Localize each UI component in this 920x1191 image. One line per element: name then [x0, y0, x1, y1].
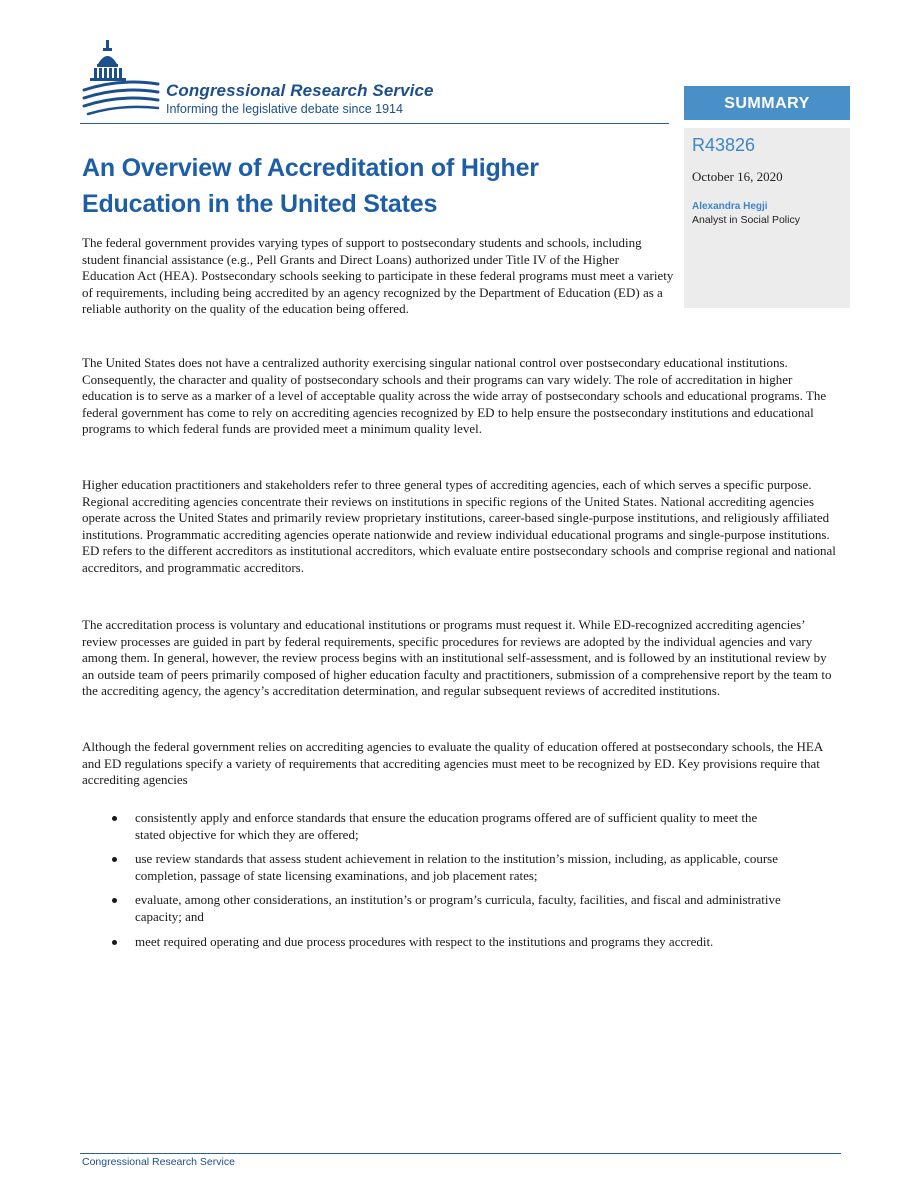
bullet-icon	[112, 857, 117, 862]
title-line-2: Education in the United States	[82, 190, 438, 218]
paragraph-federal-requirements: Although the federal government relies on accrediting agencies to evaluate the quality of education offered at postsecondary schools, the HEA and ED regulations specify a variety of requirements that accrediting agencies must meet to be recognized by ED. Key provisions require that accrediting agencies	[82, 739, 823, 788]
bullet-icon	[112, 816, 117, 821]
capitol-dome-icon	[80, 34, 160, 124]
footer-text: Congressional Research Service	[82, 1156, 235, 1168]
key-provisions-list	[110, 810, 790, 958]
org-tagline: Informing the legislative debate since 1914	[166, 102, 403, 116]
footer-divider	[80, 1153, 841, 1154]
paragraph-accreditation-process: The accreditation process is voluntary and educational institutions or programs must request it. While ED-recognized accrediting agencies’ review processes are guided in part by federal requirements, specific procedures for reviews are adopted by the individual agencies and vary among them. In general, however, the review process begins with an institutional self-assessment, and is followed by an institutional review by an outside team of peers primarily composed of higher education faculty and practitioners, submission of a comprehensive report by the team to the accrediting agency, the agency’s accreditation determination, and regular subsequent reviews of accredited institutions.	[82, 617, 832, 699]
paragraph-centralized-authority: The United States does not have a centralized authority exercising singular national control over postsecondary educational institutions. Consequently, the character and quality of postsecondary schools and their programs can vary widely. The role of accreditation in higher education is to serve as a marker of a level of acceptable quality across the wide array of postsecondary schools and educational programs. The federal government has come to rely on accrediting agencies recognized by ED to help ensure the postsecondary institutions and educational programs to which federal funds are provided meet a minimum quality level.	[82, 355, 827, 437]
report-date: October 16, 2020	[692, 169, 783, 184]
paragraph-accreditor-types: Higher education practitioners and stakeholders refer to three general types of accrediting agencies, each of which serves a specific purpose. Regional accrediting agencies concentrate their reviews on institutions in specific regions of the United States. National accrediting agencies operate across the United States and primarily review proprietary institutions, career-based single-purpose institutions, and religiously affiliated institutions. Programmatic accrediting agencies operate nationwide and review individual educational programs and single-purpose institutions. ED refers to the different accreditors as institutional accreditors, which evaluate entire postsecondary schools and comprise regional and national accreditors, and programmatic accreditors.	[82, 477, 836, 575]
list-item: consistently apply and enforce standards that ensure the education programs offered are of sufficient quality to meet the stated objective for which they are offered;	[110, 810, 790, 843]
report-number: R43826	[692, 135, 756, 155]
list-item: evaluate, among other considerations, an institution’s or program’s curricula, faculty, facilities, and fiscal and administrative capacity; and	[110, 892, 790, 925]
title-line-1: An Overview of Accreditation of Higher	[82, 154, 539, 182]
bullet-icon	[112, 898, 117, 903]
org-name: Congressional Research Service	[166, 81, 434, 100]
author-name: Alexandra Hegji	[692, 201, 768, 212]
list-item: meet required operating and due process procedures with respect to the institutions and programs they accredit.	[110, 934, 790, 951]
bullet-icon	[112, 940, 117, 945]
summary-details	[684, 128, 850, 308]
author-role: Analyst in Social Policy	[692, 214, 800, 226]
crs-logo	[80, 34, 680, 124]
document-title	[82, 150, 672, 222]
list-item: use review standards that assess student achievement in relation to the institution’s mission, including, as applicable, course completion, passage of state licensing examinations, and job placement rates;	[110, 851, 790, 884]
summary-box	[684, 86, 850, 308]
summary-heading: SUMMARY	[684, 86, 850, 120]
paragraph-intro: The federal government provides varying types of support to postsecondary students and schools, including student financial assistance (e.g., Pell Grants and Direct Loans) authorized under Title IV of the Higher Education Act (HEA). Postsecondary schools seeking to participate in these federal programs must meet a variety of requirements, including being accredited by an agency recognized by the Department of Education (ED) as a reliable authority on the quality of the education being offered.	[82, 235, 674, 317]
header-divider	[80, 123, 669, 124]
